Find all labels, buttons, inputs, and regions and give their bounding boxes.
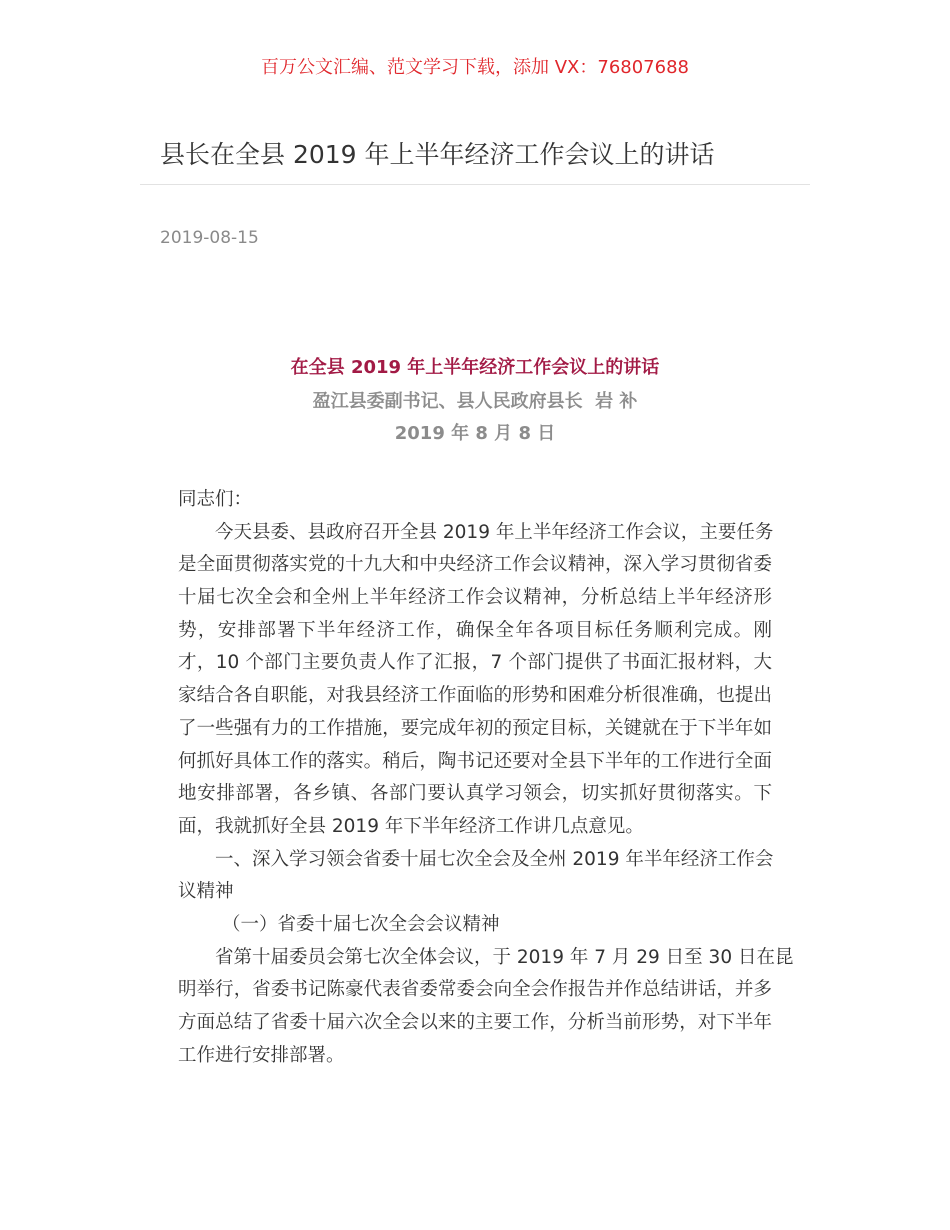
section-heading-line: 一、深入学习领会省委十届七次全会及全州 2019 年半年经济工作会: [215, 848, 774, 870]
speech-heading: 在全县 2019 年上半年经济工作会议上的讲话: [290, 357, 660, 378]
body-line: 今天县委、县政府召开全县 2019 年上半年经济工作会议，主要任务: [215, 521, 774, 543]
body-line: 势，安排部署下半年经济工作，确保全年各项目标任务顺利完成。刚: [178, 619, 772, 641]
speech-body: [178, 484, 794, 1072]
body-line: 工作进行安排部署。: [178, 1044, 345, 1066]
publish-date: 2019-08-15: [160, 228, 259, 248]
article-title: 县长在全县 2019 年上半年经济工作会议上的讲话: [160, 140, 715, 169]
body-line: 了一些强有力的工作措施，要完成年初的预定目标，关键就在于下半年如: [178, 717, 772, 739]
title-divider: [140, 184, 810, 185]
speech-date: 2019 年 8 月 8 日: [394, 423, 556, 444]
body-line: 明举行，省委书记陈豪代表省委常委会向全会作报告并作总结讲话，并多: [178, 979, 772, 1001]
salutation: 同志们：: [178, 489, 253, 510]
body-line: 何抓好具体工作的落实。稍后，陶书记还要对全县下半年的工作进行全面: [178, 750, 772, 772]
speech-byline: 盈江县委副书记、县人民政府县长 岩 补: [312, 391, 638, 412]
subsection-heading: （一）省委十届七次全会会议精神: [222, 913, 500, 935]
body-line: 是全面贯彻落实党的十九大和中央经济工作会议精神，深入学习贯彻省委: [178, 554, 772, 576]
body-line: 十届七次全会和全州上半年经济工作会议精神，分析总结上半年经济形: [178, 587, 772, 609]
promo-banner: 百万公文汇编、范文学习下载，添加 VX：76807688: [261, 57, 689, 78]
body-line: 地安排部署，各乡镇、各部门要认真学习领会，切实抓好贯彻落实。下: [178, 783, 772, 805]
body-line: 家结合各自职能，对我县经济工作面临的形势和困难分析很准确，也提出: [178, 685, 772, 707]
body-line: 面，我就抓好全县 2019 年下半年经济工作讲几点意见。: [178, 815, 644, 837]
section-heading-line: 议精神: [178, 881, 234, 903]
body-line: 方面总结了省委十届六次全会以来的主要工作，分析当前形势，对下半年: [178, 1012, 772, 1033]
body-line: 省第十届委员会第七次全体会议，于 2019 年 7 月 29 日至 30 日在昆: [215, 946, 794, 968]
body-line: 才，10 个部门主要负责人作了汇报，7 个部门提供了书面汇报材料，大: [178, 652, 772, 674]
